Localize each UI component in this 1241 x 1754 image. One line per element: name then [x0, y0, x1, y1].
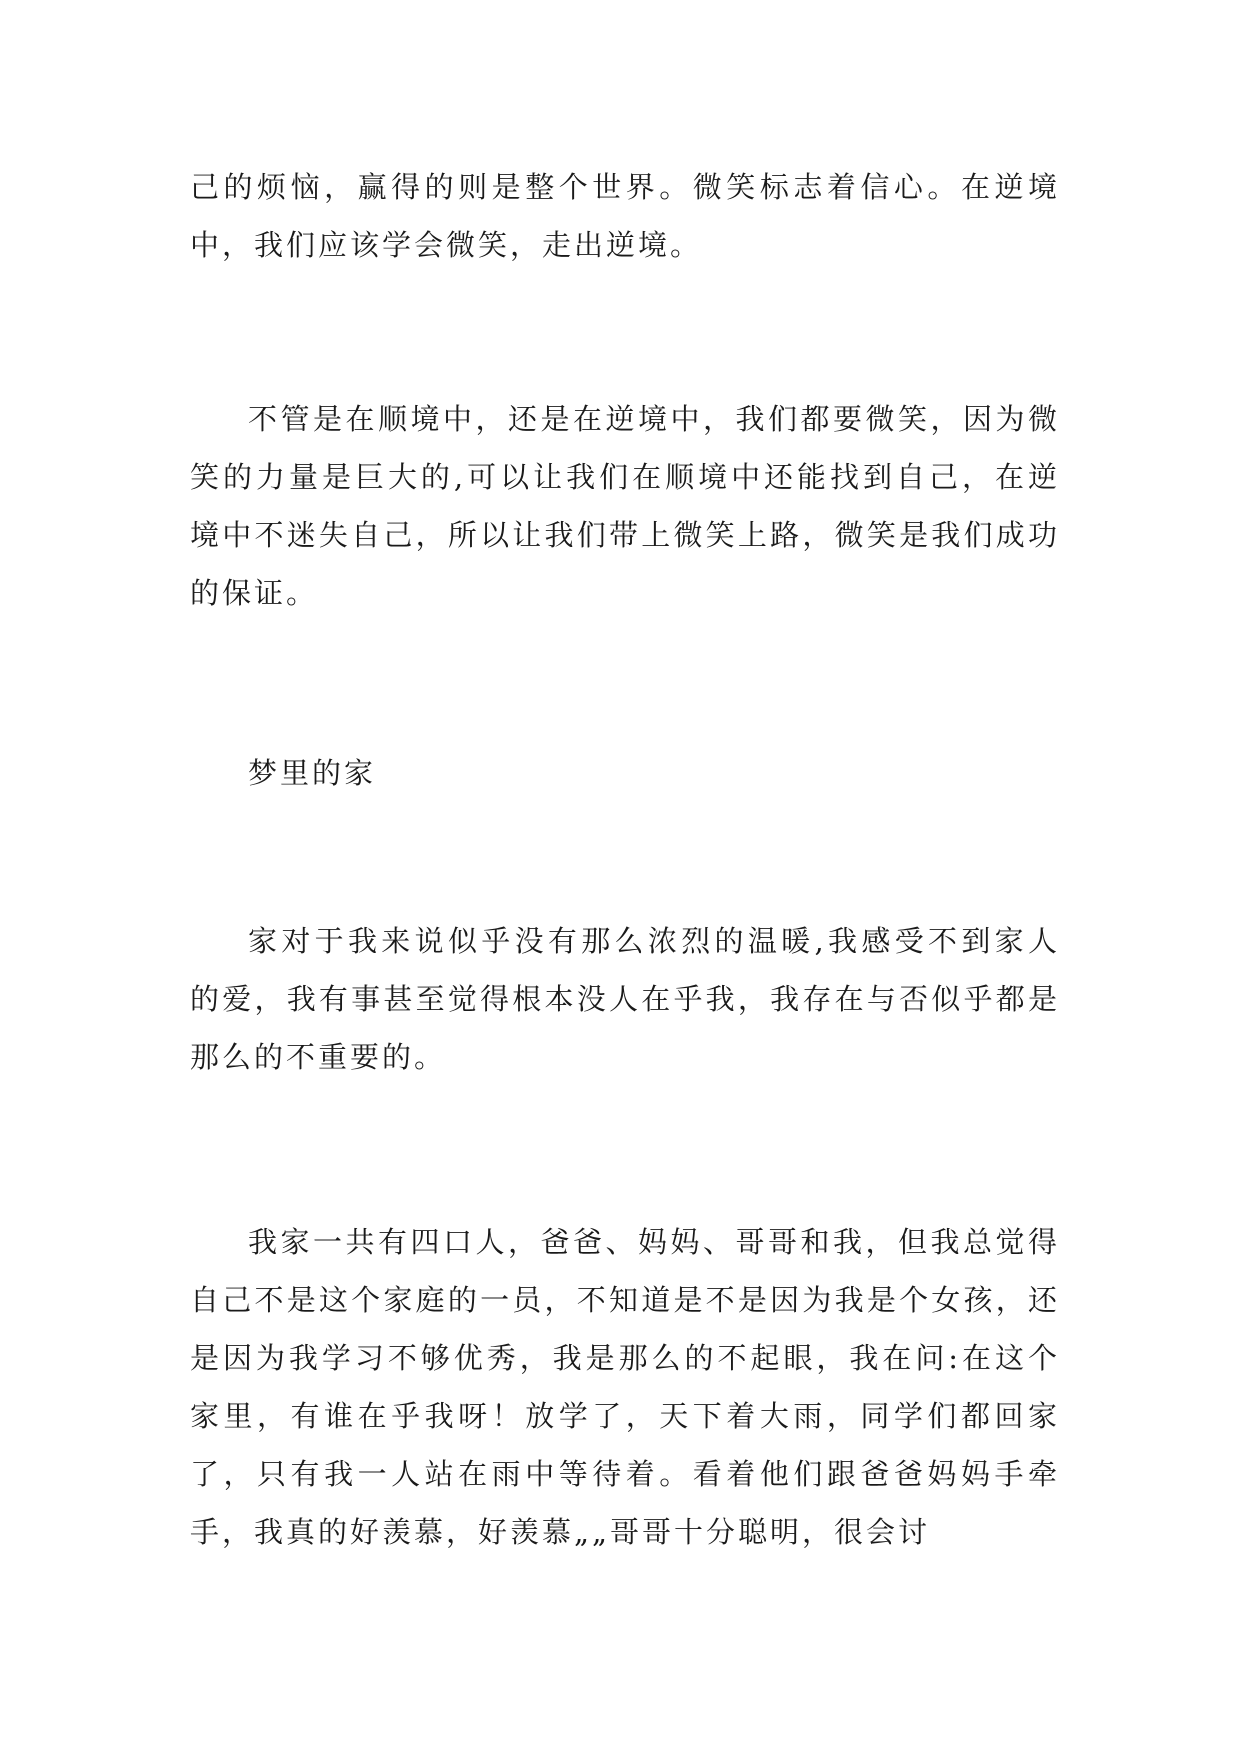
paragraph-home-intro: 家对于我来说似乎没有那么浓烈的温暖,我感受不到家人的爱，我有事甚至觉得根本没人在乎我，我存在与否似乎都是那么的不重要的。	[190, 924, 1060, 1074]
essay-title: 梦里的家	[248, 756, 377, 790]
paragraph-smile-summary: 不管是在顺境中，还是在逆境中，我们都要微笑，因为微笑的力量是巨大的,可以让我们在顺境中还能找到自己，在逆境中不迷失自己，所以让我们带上微笑上路，微笑是我们成功的保证。	[190, 402, 1060, 610]
paragraph-smile-conclusion: 己的烦恼，赢得的则是整个世界。微笑标志着信心。在逆境中，我们应该学会微笑，走出逆境。	[190, 170, 1060, 262]
paragraph-family: 我家一共有四口人，爸爸、妈妈、哥哥和我，但我总觉得自己不是这个家庭的一员，不知道是不是因为我是个女孩，还是因为我学习不够优秀，我是那么的不起眼，我在问:在这个家里，有谁在乎我呀！放学了，天下着大雨，同学们都回家了，只有我一人站在雨中等待着。看着他们跟爸爸妈妈手牵手，我真的好羡慕，好羡慕„„哥哥十分聪明，很会讨	[190, 1225, 1060, 1549]
